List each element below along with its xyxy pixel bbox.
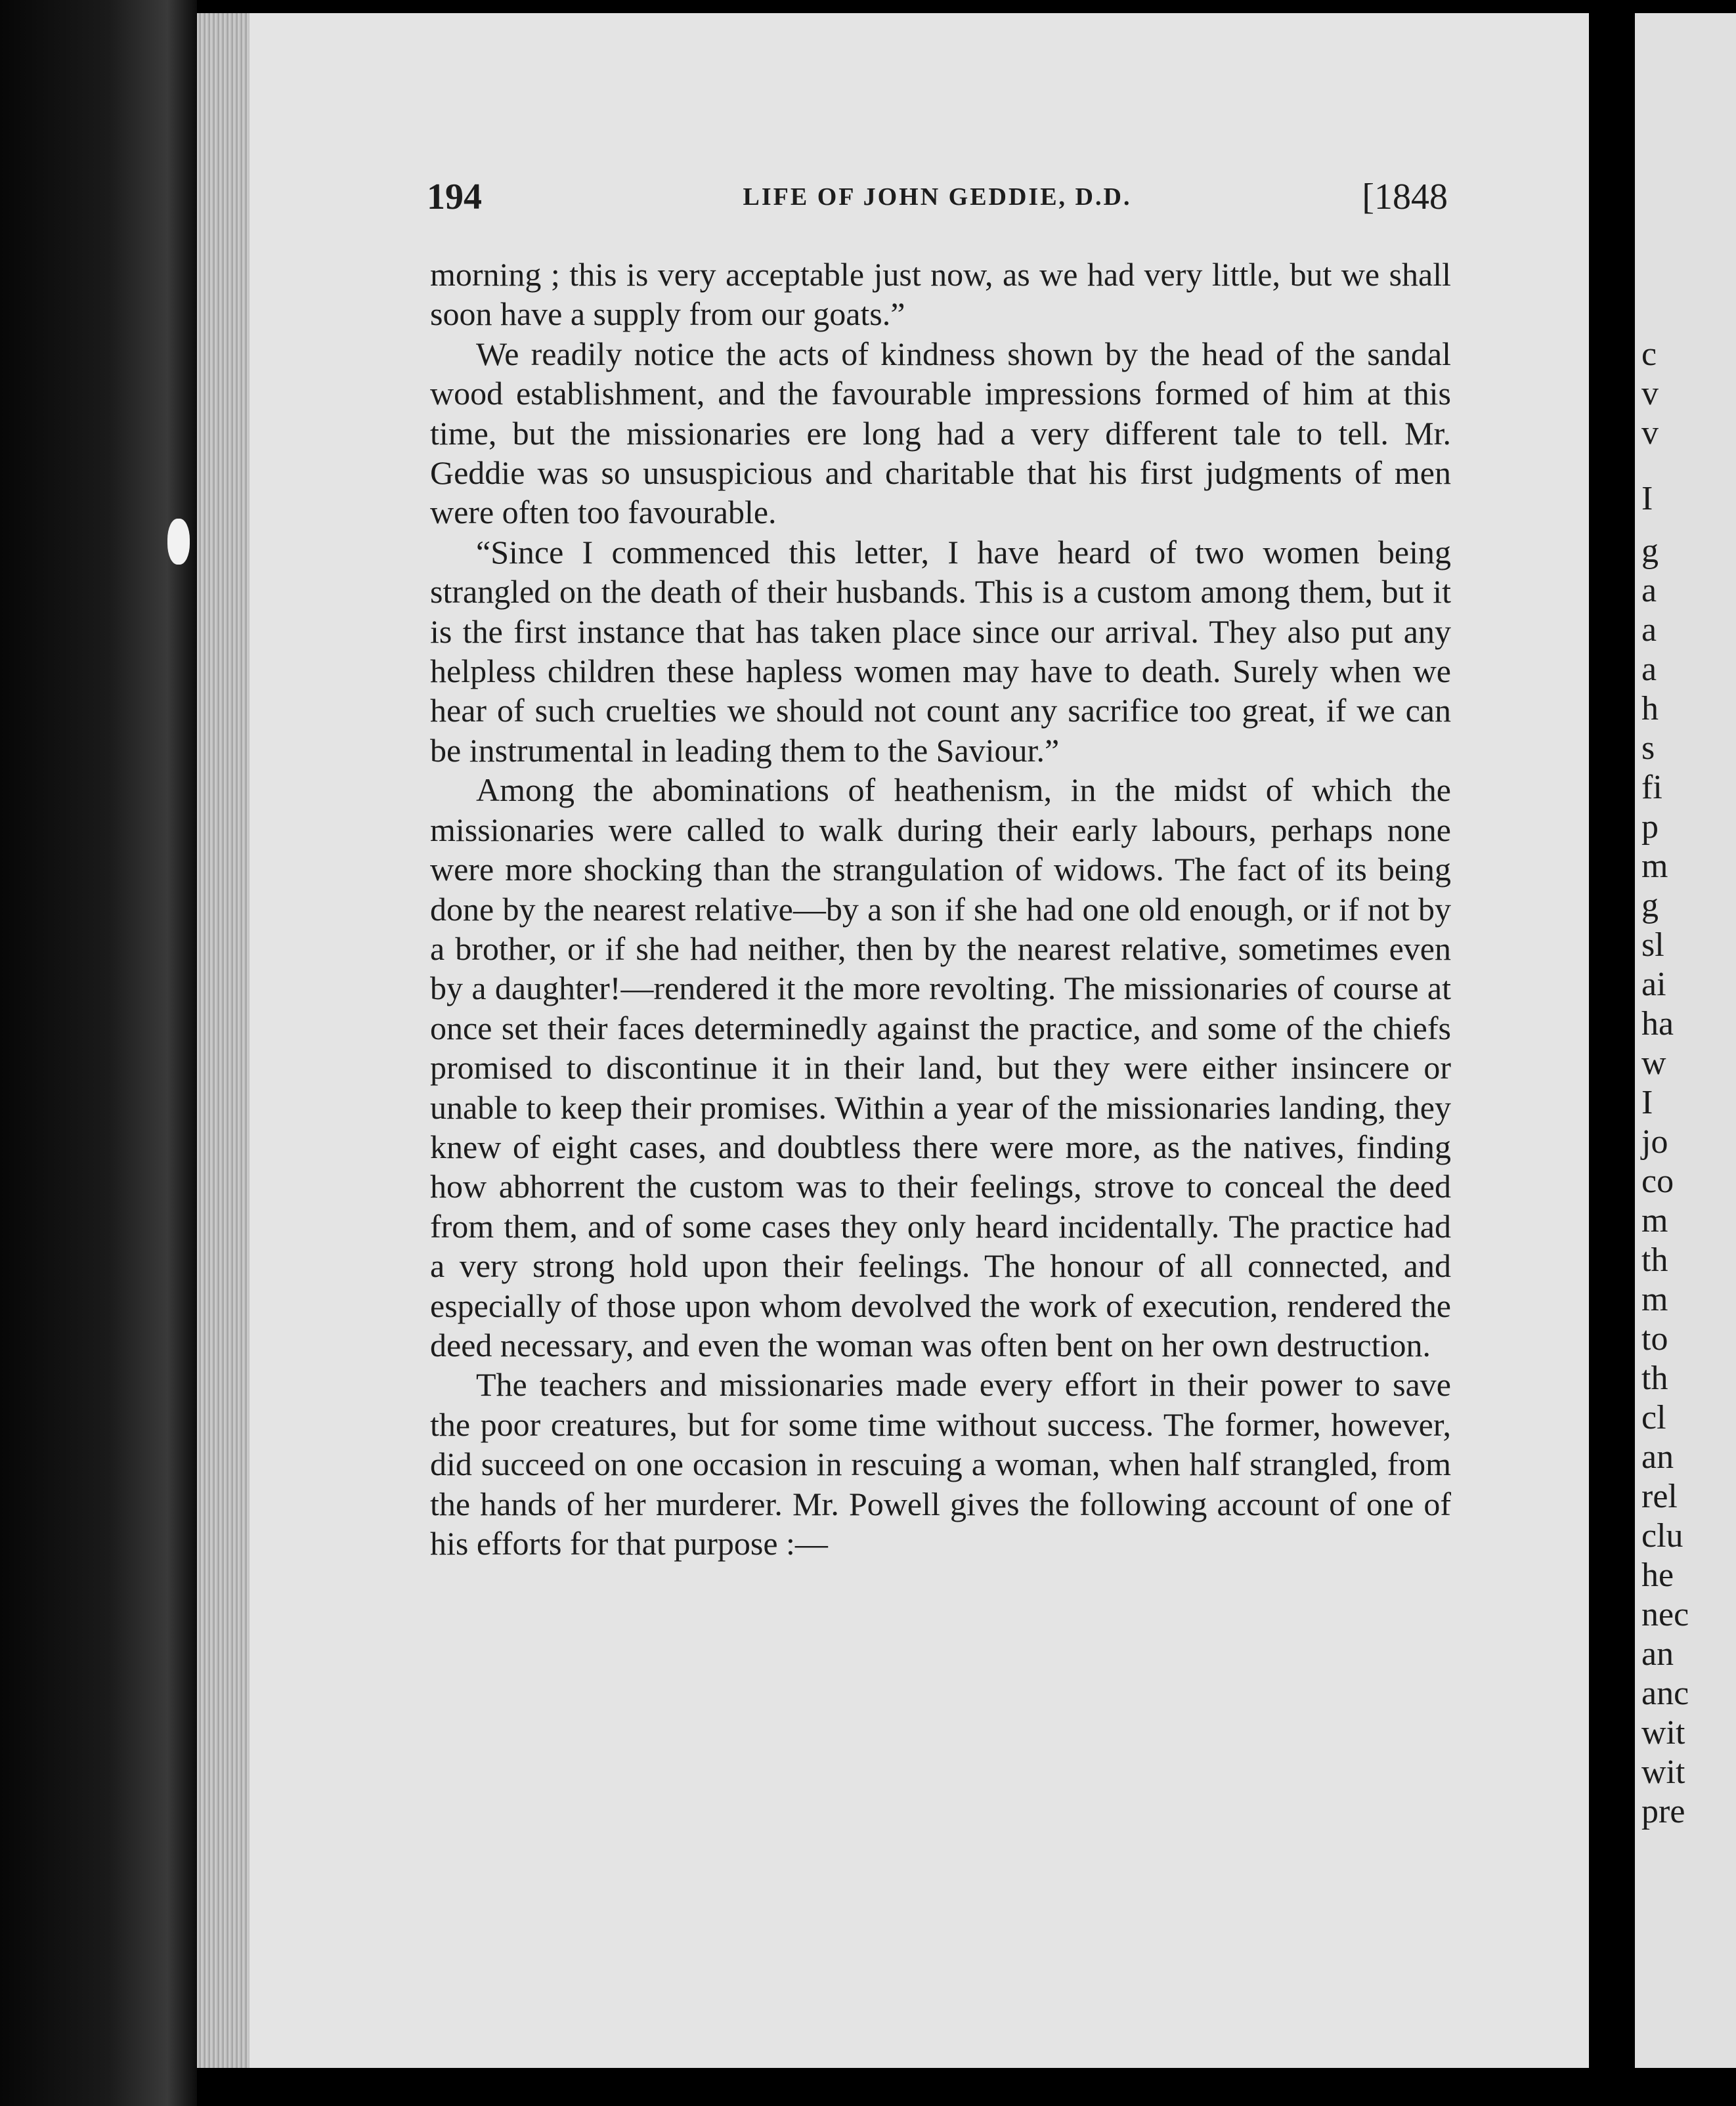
facing-fragment: g (1641, 887, 1659, 924)
facing-fragment: a (1641, 572, 1657, 609)
facing-fragment: h (1641, 690, 1659, 727)
paragraph: We readily notice the acts of kindness shown by the head of the sandal wood establishment, and the favourable impressions formed of him at this time, but the missionaries ere long had a very different tale to tell. Mr. Geddie was so unsuspicious and charitable that his first judgments of men were often too favourable. (430, 335, 1451, 531)
paragraph: “Since I commenced this letter, I have heard of two women being strangled on the death of their husbands. This is a custom among them, but it is the first instance that has taken place since our arrival. They also put any helpless children these hapless women may have to death. Surely when we hear of such cruelties we should not count any sacrifice too great, if we can be instrumental in leading them to the Saviour.” (430, 533, 1451, 769)
facing-fragment: wit (1641, 1753, 1685, 1791)
facing-fragment: th (1641, 1360, 1668, 1397)
scan-speck (167, 519, 190, 565)
paragraph: morning ; this is very acceptable just now, as we had very little, but we shall soon have a supply from our goats.” (430, 256, 1451, 333)
paragraph: The teachers and missionaries made every effort in their power to save the poor creatures, but for some time without success. The former, however, did succeed on one occasion in rescuing a woman, when half strangled, from the hands of her murderer. Mr. Powell gives the following account of one of his efforts for that purpose :— (430, 1366, 1451, 1562)
facing-fragment: co (1641, 1163, 1674, 1200)
body-text (430, 255, 1451, 1563)
running-head (427, 176, 1448, 222)
facing-fragment: a (1641, 651, 1657, 688)
facing-fragment: jo (1641, 1123, 1668, 1161)
facing-fragment: c (1641, 335, 1657, 373)
facing-fragment: m (1641, 1202, 1668, 1239)
facing-fragment: I (1641, 1084, 1653, 1121)
facing-fragment: a (1641, 611, 1657, 649)
facing-fragment: nec (1641, 1596, 1689, 1633)
running-title: LIFE OF JOHN GEDDIE, D.D. (743, 183, 1132, 211)
facing-fragment: ha (1641, 1005, 1674, 1042)
facing-fragment: I (1641, 480, 1653, 517)
facing-fragment: wit (1641, 1714, 1685, 1751)
facing-fragment: an (1641, 1635, 1674, 1673)
page-edges (197, 13, 250, 2068)
facing-fragment: he (1641, 1557, 1674, 1594)
facing-fragment: w (1641, 1044, 1666, 1082)
book-spine (0, 0, 197, 2106)
facing-fragment: an (1641, 1438, 1674, 1476)
facing-fragment: pre (1641, 1793, 1685, 1830)
facing-fragment: cl (1641, 1399, 1666, 1436)
facing-fragment: m (1641, 848, 1668, 885)
paragraph: Among the abominations of heathenism, in the midst of which the missionaries were called to walk during their early labours, perhaps none were more shocking than the strangulation of widows. The fact of its being done by the nearest relative—by a son if she had one old enough, or if not by a brother, or if she had neither, then by the nearest relative, sometimes even by a daughter!—rendered it the more revolting. The missionaries of course at once set their faces determinedly against the practice, and some of the chiefs promised to discontinue it in their land, but they were either insincere or unable to keep their promises. Within a year of the missionaries landing, they knew of eight cases, and doubtless there were more, as the natives, finding how abhorrent the custom was to their feelings, strove to conceal the deed from them, and of some cases they only heard incidentally. The practice had a very strong hold upon their feelings. The honour of all connected, and especially of those upon whom devolved the work of execution, rendered the deed necessary, and even the woman was often bent on her own destruction. (430, 771, 1451, 1364)
facing-fragment: th (1641, 1241, 1668, 1279)
facing-fragment: g (1641, 532, 1659, 570)
facing-fragment: ai (1641, 966, 1666, 1003)
facing-page (1635, 13, 1736, 2068)
facing-fragment: v (1641, 414, 1659, 452)
facing-fragment: p (1641, 808, 1659, 846)
facing-fragment: s (1641, 729, 1655, 767)
page-number: 194 (427, 177, 482, 217)
facing-fragment: m (1641, 1281, 1668, 1318)
book-page (250, 13, 1589, 2068)
facing-fragment: to (1641, 1320, 1668, 1358)
facing-fragment: clu (1641, 1517, 1683, 1555)
facing-fragment: v (1641, 375, 1659, 412)
running-year: [1848 (1362, 177, 1448, 217)
facing-fragment: fi (1641, 769, 1662, 806)
facing-fragment: anc (1641, 1675, 1689, 1712)
facing-fragment: sl (1641, 926, 1664, 964)
facing-fragment: rel (1641, 1478, 1678, 1515)
